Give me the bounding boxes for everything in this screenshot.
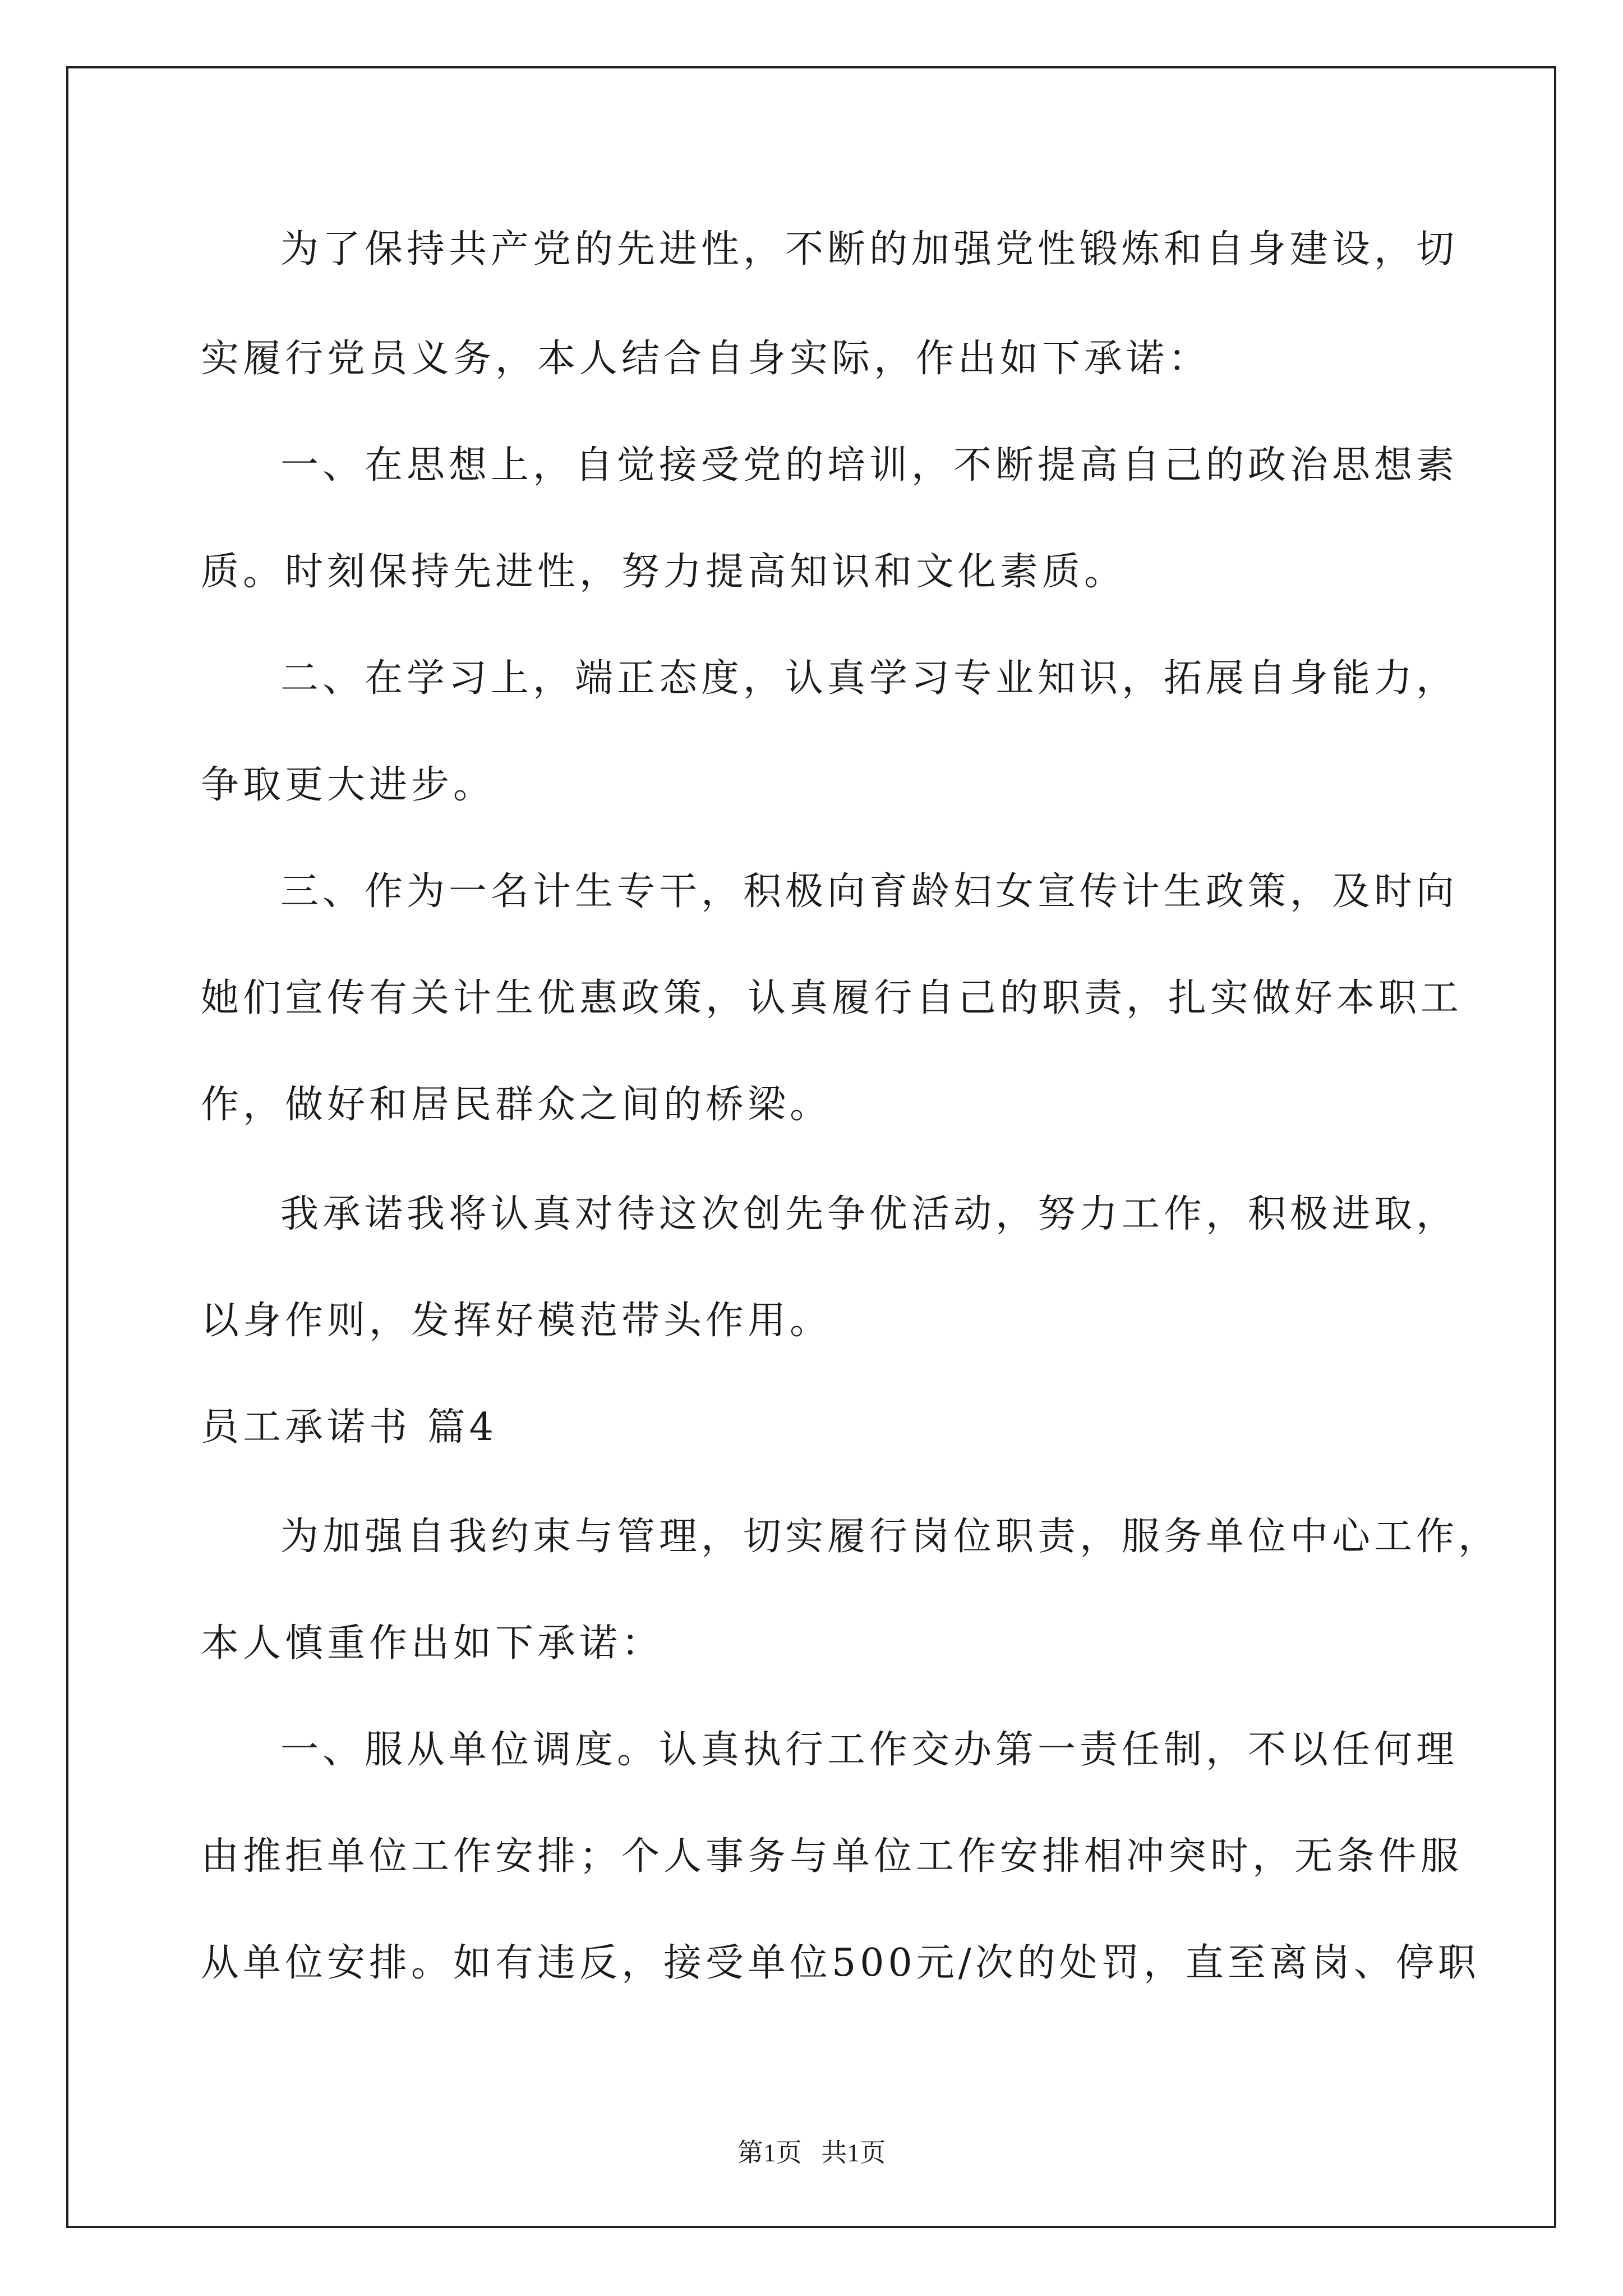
paragraph-line: 为加强自我约束与管理，切实履行岗位职责，服务单位中心工作，	[280, 1515, 1501, 1559]
paragraph-line: 实履行党员义务，本人结合自身实际，作出如下承诺：	[201, 337, 1211, 381]
paragraph-line: 作，做好和居民群众之间的桥梁。	[201, 1083, 832, 1127]
paragraph-line: 为了保持共产党的先进性，不断的加强党性锻炼和自身建设，切	[280, 227, 1459, 272]
paragraph-line: 争取更大进步。	[201, 763, 496, 807]
paragraph-line: 她们宣传有关计生优惠政策，认真履行自己的职责，扎实做好本职工	[201, 976, 1463, 1020]
paragraph-line: 三、作为一名计生专干，积极向育龄妇女宣传计生政策，及时向	[280, 869, 1459, 914]
paragraph-line: 一、在思想上，自觉接受党的培训，不断提高自己的政治思想素	[280, 443, 1459, 487]
paragraph-line: 质。时刻保持先进性，努力提高知识和文化素质。	[201, 550, 1127, 594]
paragraph-line: 一、服从单位调度。认真执行工作交办第一责任制，不以任何理	[280, 1728, 1459, 1772]
paragraph-line: 本人慎重作出如下承诺：	[201, 1621, 664, 1665]
paragraph-line: 以身作则，发挥好模范带头作用。	[201, 1299, 832, 1343]
section-heading: 员工承诺书 篇4	[201, 1405, 497, 1450]
page-footer: 第1页 共1页	[737, 2138, 886, 2167]
paragraph-line: 二、在学习上，端正态度，认真学习专业知识，拓展自身能力，	[280, 656, 1459, 701]
paragraph-line: 我承诺我将认真对待这次创先争优活动，努力工作，积极进取，	[280, 1192, 1459, 1236]
paragraph-line: 从单位安排。如有违反，接受单位500元/次的处罚，直至离岗、停职	[201, 1941, 1480, 1985]
page-border	[66, 66, 1556, 2228]
paragraph-line: 由推拒单位工作安排；个人事务与单位工作安排相冲突时，无条件服	[201, 1834, 1463, 1879]
